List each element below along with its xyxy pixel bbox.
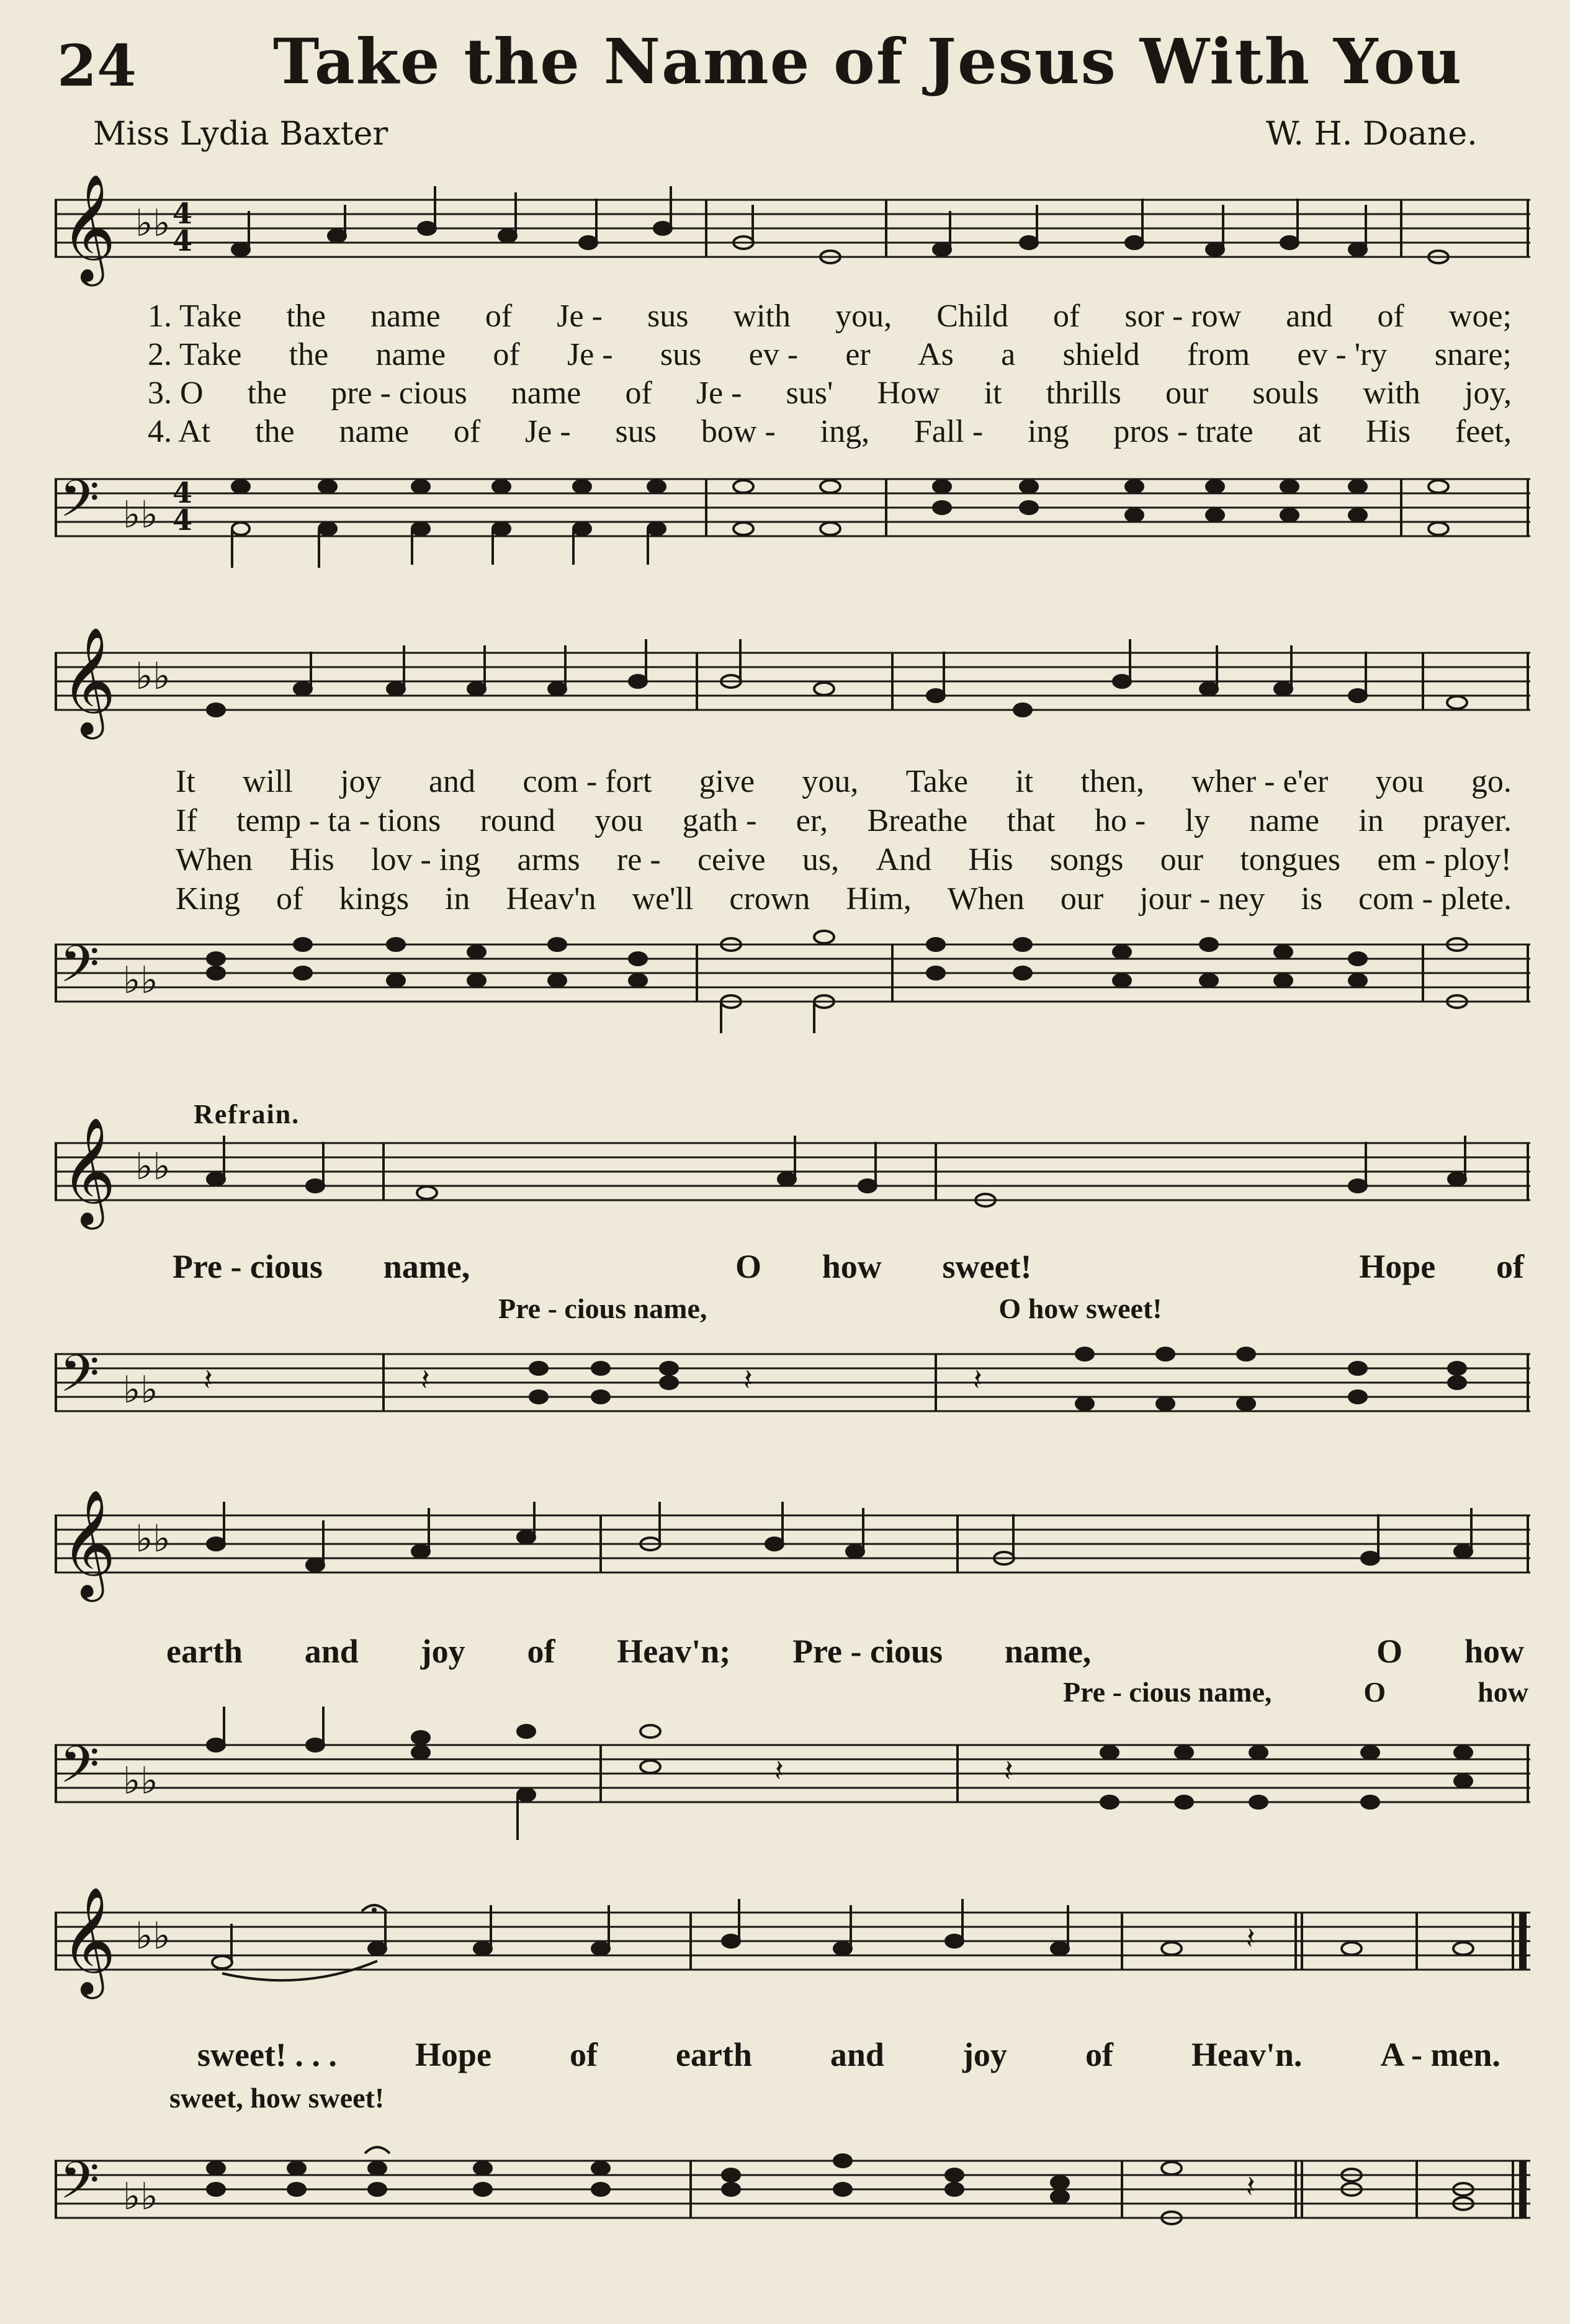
bass-staff-2: [55, 931, 1530, 1036]
lyric-word: sweet! . . .: [197, 2036, 337, 2073]
bass-staff-1: [55, 465, 1530, 571]
bass-staff-3: [55, 1340, 1530, 1446]
verse-line: [176, 802, 1512, 839]
lyric-word: of: [569, 2036, 598, 2073]
verse-line: [148, 336, 1512, 373]
lyric-word: Je -: [696, 375, 742, 411]
lyric-word: Heav'n: [506, 881, 596, 917]
verse-line: [148, 375, 1512, 411]
lyric-word: joy: [962, 2036, 1007, 2073]
lyric-word: from: [1186, 337, 1250, 372]
lyric-word: give: [699, 764, 755, 799]
treble-staff-4: [55, 1489, 1530, 1601]
lyric-word: And: [876, 842, 932, 877]
lyric-word: gath -: [682, 803, 757, 838]
lyric-word: in: [444, 881, 470, 917]
lyric-word: songs: [1049, 842, 1124, 877]
lyric-word: ev -: [748, 337, 799, 372]
svg-text:𝄢: 𝄢: [60, 934, 100, 1007]
svg-text:𝄢: 𝄢: [60, 1734, 100, 1807]
lyric-word: a: [1001, 337, 1016, 372]
lyric-word: O: [735, 1248, 761, 1285]
lyric-word: wher - e'er: [1191, 764, 1329, 799]
lyric-word: name,: [1004, 1633, 1092, 1670]
svg-text:♭♭: ♭♭: [123, 493, 158, 537]
svg-text:𝄞: 𝄞: [61, 1887, 116, 1994]
lyric-word: As: [918, 337, 954, 372]
lyric-word: It: [176, 764, 195, 799]
lyric-word: and: [304, 1633, 359, 1670]
lyric-word: souls: [1252, 375, 1319, 411]
treble-staff-5: [55, 1887, 1530, 2004]
lyric-word: of: [1052, 298, 1080, 334]
svg-text:♭♭: ♭♭: [135, 1145, 171, 1188]
lyric-word: how: [822, 1248, 882, 1285]
hymn-title: Take the Name of Jesus With You: [273, 25, 1463, 98]
echo-phrase: O how sweet!: [998, 1293, 1162, 1324]
lyric-word: us,: [802, 842, 840, 877]
lyric-word: 4. At: [148, 414, 211, 449]
lyric-word: lov - ing: [371, 842, 481, 877]
lyric-word: we'll: [632, 881, 694, 917]
lyric-word: joy: [340, 764, 382, 799]
lyric-word: er,: [796, 803, 828, 838]
svg-text:𝄞: 𝄞: [61, 174, 116, 282]
lyric-word: name,: [383, 1248, 470, 1285]
lyric-word: joy,: [1464, 375, 1512, 411]
lyric-word: Je -: [567, 337, 613, 372]
lyric-word: with: [733, 298, 791, 334]
svg-text:4: 4: [173, 197, 193, 230]
refrain-lyric-3: [197, 2035, 1500, 2074]
svg-text:♭♭: ♭♭: [135, 655, 171, 698]
lyric-word: sus: [615, 414, 657, 449]
treble-staff-1: [55, 174, 1530, 285]
lyric-word: the: [255, 414, 295, 449]
lyric-word: in: [1358, 803, 1384, 838]
lyric-word: at: [1298, 414, 1321, 449]
svg-text:♭♭: ♭♭: [135, 202, 171, 245]
lyric-word: Je -: [557, 298, 603, 334]
lyric-word: earth: [675, 2036, 752, 2073]
hymn-number: 24: [57, 32, 137, 99]
lyric-word: ceive: [697, 842, 766, 877]
svg-text:♭♭: ♭♭: [123, 959, 158, 1002]
svg-text:𝄞: 𝄞: [61, 1489, 116, 1597]
svg-text:♭♭: ♭♭: [123, 1759, 158, 1803]
lyric-word: Hope: [1359, 1248, 1436, 1285]
refrain-echo-1: [498, 1292, 1367, 1325]
treble-staff-2: [55, 627, 1530, 738]
lyric-word: with: [1363, 375, 1420, 411]
author-credit: Miss Lydia Baxter: [93, 115, 388, 153]
lyric-word: re -: [616, 842, 661, 877]
lyric-word: Breathe: [867, 803, 968, 838]
svg-text:𝄽: 𝄽: [743, 1363, 753, 1398]
lyric-word: it: [1015, 764, 1034, 799]
lyric-word: 2. Take: [148, 337, 242, 372]
svg-text:𝄽: 𝄽: [1004, 1754, 1013, 1788]
lyric-word: Je -: [525, 414, 571, 449]
svg-text:♭♭: ♭♭: [123, 1368, 158, 1412]
lyric-word: pros - trate: [1113, 414, 1254, 449]
svg-text:𝄽: 𝄽: [774, 1754, 784, 1788]
lyric-word: Pre - cious: [173, 1248, 323, 1285]
svg-text:𝄽: 𝄽: [204, 1363, 213, 1398]
lyric-word: Hope: [415, 2036, 491, 2073]
bass-staff-4: [55, 1731, 1530, 1843]
refrain-lyric-2: [166, 1632, 1524, 1671]
lyric-word: name: [375, 337, 446, 372]
verse-line: [148, 413, 1512, 450]
lyric-word: sor - row: [1124, 298, 1242, 334]
echo-phrase: Pre - cious name,: [1063, 1676, 1272, 1708]
bass-staff-5: [55, 2147, 1530, 2259]
lyric-word: ing: [1028, 414, 1069, 449]
lyric-word: tongues: [1240, 842, 1341, 877]
lyric-word: ing,: [820, 414, 870, 449]
lyric-word: name: [1249, 803, 1319, 838]
lyric-word: that: [1007, 803, 1056, 838]
lyric-word: the: [247, 375, 287, 411]
lyric-word: then,: [1080, 764, 1144, 799]
svg-text:𝄢: 𝄢: [60, 1344, 100, 1416]
svg-text:𝄢: 𝄢: [60, 469, 100, 541]
lyric-word: crown: [729, 881, 810, 917]
lyric-word: you,: [802, 764, 859, 799]
lyric-word: the: [286, 298, 326, 334]
svg-text:4: 4: [173, 503, 193, 537]
lyric-word: 3. O: [148, 375, 204, 411]
lyric-word: Him,: [846, 881, 912, 917]
svg-text:𝄽: 𝄽: [421, 1363, 430, 1398]
echo-phrase: how: [1478, 1676, 1528, 1708]
lyric-word: joy: [420, 1633, 465, 1670]
lyric-word: 1. Take: [148, 298, 242, 334]
lyric-word: ly: [1185, 803, 1210, 838]
lyric-word: of: [485, 298, 513, 334]
lyric-word: sweet!: [942, 1248, 1032, 1285]
svg-text:𝄞: 𝄞: [61, 1117, 116, 1225]
lyric-word: shield: [1062, 337, 1140, 372]
lyric-word: name: [339, 414, 409, 449]
lyric-word: Heav'n.: [1191, 2036, 1303, 2073]
refrain-echo-3: sweet, how sweet!: [169, 2082, 385, 2114]
lyric-word: His: [968, 842, 1013, 877]
lyric-word: is: [1301, 881, 1323, 917]
svg-text:4: 4: [173, 476, 193, 509]
lyric-word: our: [1160, 842, 1203, 877]
music-system-1: [55, 174, 1530, 571]
music-system-2: [55, 627, 1530, 1074]
lyric-word: When: [176, 842, 253, 877]
lyric-word: the: [289, 337, 329, 372]
lyric-word: of: [1377, 298, 1404, 334]
lyric-word: temp - ta - tions: [236, 803, 441, 838]
svg-text:♭♭: ♭♭: [135, 1517, 171, 1561]
lyric-word: er: [845, 337, 871, 372]
lyric-word: prayer.: [1423, 803, 1512, 838]
lyric-word: it: [984, 375, 1002, 411]
lyric-word: com - plete.: [1358, 881, 1512, 917]
lyric-word: Take: [905, 764, 968, 799]
lyric-word: name: [370, 298, 441, 334]
music-system-5: [55, 1887, 1530, 2308]
lyric-word: of: [625, 375, 652, 411]
lyric-word: sus: [647, 298, 689, 334]
music-system-3: [55, 1117, 1530, 1465]
lyric-word: Heav'n;: [617, 1633, 731, 1670]
lyric-word: you,: [835, 298, 892, 334]
lyric-word: you: [594, 803, 644, 838]
refrain-lyric-1: [173, 1247, 1524, 1286]
lyric-word: O: [1376, 1633, 1403, 1670]
verse-line: [148, 298, 1512, 334]
lyric-word: jour - ney: [1139, 881, 1265, 917]
lyric-word: our: [1165, 375, 1209, 411]
svg-text:𝄢: 𝄢: [60, 2150, 100, 2223]
lyric-word: arms: [517, 842, 580, 877]
treble-staff-3: [55, 1117, 1530, 1229]
lyric-word: round: [480, 803, 555, 838]
svg-text:𝄞: 𝄞: [61, 627, 116, 735]
lyric-word: how: [1464, 1633, 1524, 1670]
lyric-word: com - fort: [523, 764, 652, 799]
lyric-word: His: [1365, 414, 1411, 449]
lyric-word: Fall -: [913, 414, 984, 449]
lyric-word: kings: [339, 881, 409, 917]
lyric-word: When: [947, 881, 1025, 917]
verse-line: [176, 841, 1512, 878]
verse-line: [176, 763, 1512, 800]
lyric-word: ho -: [1094, 803, 1146, 838]
lyric-word: go.: [1471, 764, 1512, 799]
lyric-word: em - ploy!: [1377, 842, 1512, 877]
svg-text:𝄽: 𝄽: [973, 1363, 982, 1398]
lyric-word: If: [176, 803, 197, 838]
svg-text:𝄽: 𝄽: [1246, 1921, 1255, 1956]
lyric-word: will: [243, 764, 293, 799]
lyric-word: sus: [660, 337, 702, 372]
lyric-word: thrills: [1046, 375, 1121, 411]
echo-phrase: Pre - cious name,: [498, 1293, 707, 1324]
verse-line: [176, 881, 1512, 917]
lyric-word: of: [493, 337, 520, 372]
lyric-word: ev - 'ry: [1297, 337, 1388, 372]
refrain-label: Refrain.: [194, 1099, 300, 1129]
svg-text:4: 4: [173, 224, 193, 258]
lyric-word: and: [428, 764, 476, 799]
lyric-word: and: [830, 2036, 884, 2073]
lyric-word: of: [527, 1633, 555, 1670]
lyric-word: sus': [786, 375, 833, 411]
lyric-word: name: [511, 375, 581, 411]
music-system-4: [55, 1489, 1530, 1887]
lyric-word: and: [1286, 298, 1333, 334]
lyric-word: of: [1085, 2036, 1113, 2073]
lyric-word: bow -: [701, 414, 776, 449]
lyric-word: of: [1496, 1248, 1524, 1285]
lyric-word: His: [289, 842, 334, 877]
svg-text:♭♭: ♭♭: [135, 1914, 171, 1958]
lyric-word: King: [176, 881, 240, 917]
lyric-word: pre - cious: [331, 375, 467, 411]
lyric-word: of: [453, 414, 481, 449]
lyric-word: woe;: [1448, 298, 1512, 334]
lyric-word: snare;: [1434, 337, 1512, 372]
lyric-word: our: [1060, 881, 1104, 917]
lyric-word: A - men.: [1380, 2036, 1500, 2073]
lyric-word: How: [877, 375, 940, 411]
lyric-word: Pre - cious: [792, 1633, 943, 1670]
refrain-echo-2: [1063, 1676, 1528, 1708]
lyric-word: you: [1375, 764, 1424, 799]
lyric-word: of: [276, 881, 303, 917]
svg-text:𝄽: 𝄽: [1246, 2169, 1255, 2204]
lyric-word: feet,: [1455, 414, 1512, 449]
svg-text:♭♭: ♭♭: [123, 2175, 158, 2219]
lyric-word: Child: [936, 298, 1008, 334]
composer-credit: W. H. Doane.: [1266, 115, 1478, 153]
lyric-word: earth: [166, 1633, 243, 1670]
echo-phrase: O: [1363, 1676, 1386, 1708]
